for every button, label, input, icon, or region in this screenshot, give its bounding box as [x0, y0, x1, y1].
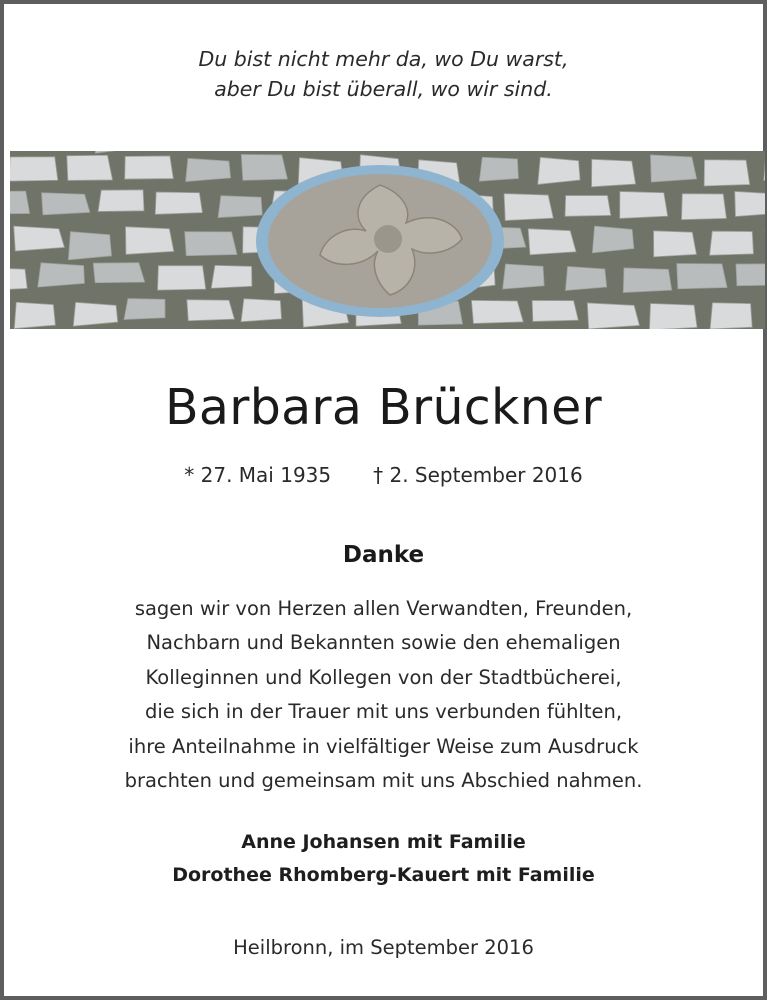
cobblestone: [14, 226, 65, 251]
thanks-line: sagen wir von Herzen allen Verwandten, Freunden,: [134, 597, 633, 620]
cobblestone: [185, 232, 237, 256]
deceased-name: Barbara Brückner: [165, 379, 602, 436]
cobblestone: [241, 154, 287, 180]
thanks-line: Nachbarn und Bekannten sowie den ehemaligen: [146, 631, 621, 655]
cobblestone: [649, 304, 697, 329]
cobblestone: [68, 232, 111, 260]
cobblestone: [187, 300, 235, 321]
thanks-heading: Danke: [342, 542, 425, 568]
cobblestone: [710, 303, 752, 329]
motto-line-1: Du bist nicht mehr da, wo Du warst,: [198, 47, 569, 71]
cobblestone: [677, 264, 727, 289]
cobblestone: [155, 192, 202, 214]
thanks-line: brachten und gemeinsam mit uns Abschied nahmen.: [124, 769, 643, 793]
cobblestone: [710, 231, 754, 255]
thanks-text: [4, 592, 763, 798]
cobblestone: [735, 191, 765, 216]
life-dates: [4, 460, 763, 490]
cobblestone-photo: [10, 151, 765, 329]
cobblestone: [67, 155, 113, 180]
cobblestone: [592, 159, 636, 187]
cobblestone: [504, 194, 553, 221]
cobblestone: [158, 266, 206, 290]
cobblestone: [538, 157, 580, 184]
cobblestone: [14, 302, 55, 328]
thanks-line: Kolleginnen und Kollegen von der Stadtbücherei,: [145, 665, 622, 689]
cobblestone: [650, 155, 696, 182]
cobblestone: [704, 160, 750, 186]
cobblestone: [73, 302, 117, 326]
cobblestone: [587, 303, 639, 329]
cobblestone: [565, 267, 606, 291]
cobblestone: [623, 268, 671, 293]
cobblestone: [479, 157, 518, 181]
cobblestone: [186, 158, 231, 181]
cobblestone: [592, 226, 634, 253]
thanks-line: ihre Anteilnahme in vielfältiger Weise zum Ausdruck: [128, 734, 639, 758]
cobblestone: [565, 195, 611, 216]
motto-line-2: aber Du bist überall, wo wir sind.: [214, 77, 553, 101]
cobblestone: [38, 263, 85, 287]
signer: Dorothee Rhomberg-Kauert mit Familie: [172, 864, 595, 886]
birth-date: * 27. Mai 1935: [184, 463, 332, 487]
cobblestone: [10, 268, 27, 291]
motto-quote: [4, 44, 763, 104]
cobblestone-plaque-image: [10, 151, 765, 329]
cobblestone: [125, 156, 174, 179]
cobblestone: [218, 196, 262, 218]
thanks-line: die sich in der Trauer mit uns verbunden fühlten,: [144, 700, 623, 724]
death-date: † 2. September 2016: [373, 463, 583, 487]
cobblestone: [98, 190, 144, 212]
cobblestone: [124, 299, 165, 320]
cobblestone: [532, 300, 578, 321]
cobblestone: [42, 193, 90, 215]
cobblestone: [93, 263, 144, 283]
cobblestone: [620, 191, 668, 218]
signers-block: [4, 826, 763, 892]
cobblestone: [528, 229, 576, 255]
cobblestone: [654, 231, 697, 257]
cobblestone: [503, 264, 544, 289]
cobblestone: [682, 194, 727, 220]
signer: Anne Johansen mit Familie: [241, 831, 526, 853]
place-and-date: Heilbronn, im September 2016: [233, 936, 534, 959]
cobblestone: [211, 265, 252, 288]
cobblestone: [10, 157, 58, 181]
cobblestone: [471, 300, 523, 323]
cobblestone: [126, 227, 174, 255]
cobblestone: [241, 299, 281, 322]
cobblestone: [736, 264, 765, 286]
